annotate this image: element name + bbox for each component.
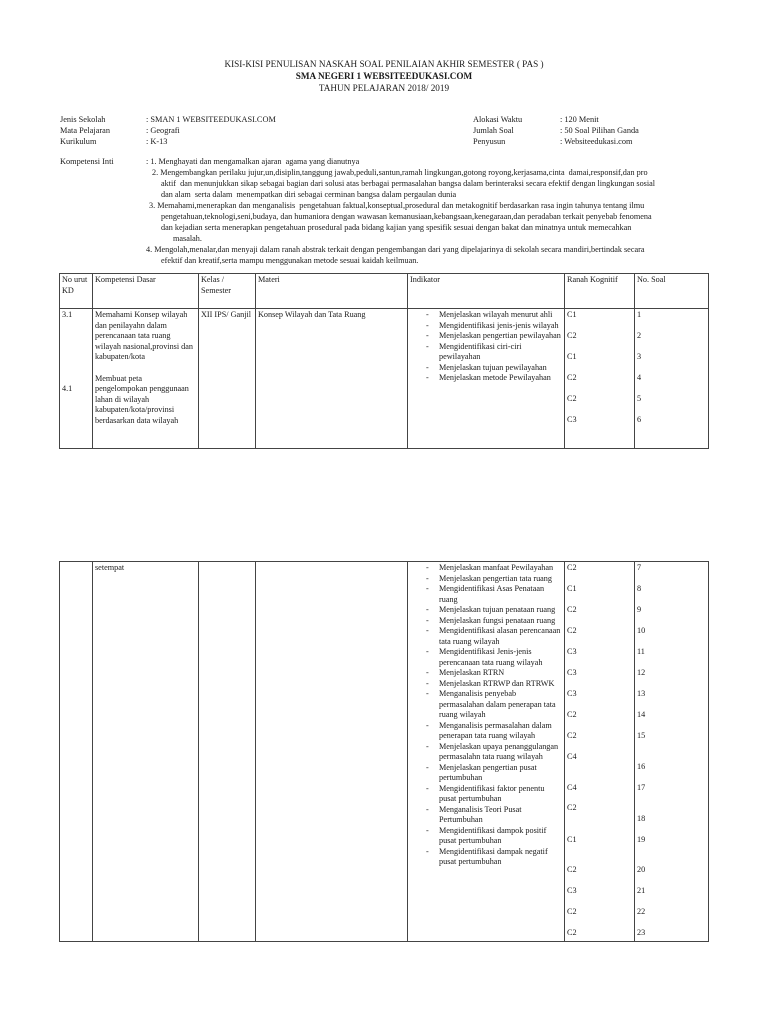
indikator-item: - Menganalisis penyebab permasalahan dalam penerapan tata ruang wilayah (410, 689, 562, 721)
ranah-value: C1 (567, 584, 577, 593)
no-soal-value: 22 (637, 907, 646, 916)
indikator-cell (408, 562, 565, 942)
kisi-kisi-table-1 (59, 273, 709, 449)
ranah-value: C2 (567, 731, 577, 740)
ranah-value: C3 (567, 689, 577, 698)
meta-value-jenis-sekolah: : SMAN 1 WEBSITEEDUKASI.COM (146, 115, 276, 124)
materi-cell (256, 562, 408, 942)
meta-value-alokasi-waktu: : 120 Menit (560, 115, 599, 124)
no-soal-value: 1 (637, 310, 642, 319)
indikator-item: - Mengidentifikasi dampak negatif pusat pertumbuhan (410, 847, 562, 868)
header-materi: Materi (256, 274, 408, 309)
ranah-value: C4 (567, 783, 577, 792)
ki-line: 4. Mengolah,menalar,dan menyaji dalam ranah abstrak terkait dengan pengembangan dari yang dipelajarinya di sekolah secara mandiri,bertindak secara (146, 245, 645, 254)
indikator-item: - Menjelaskan wilayah menurut ahli (410, 310, 562, 321)
meta-value-kurikulum: : K-13 (146, 137, 168, 146)
ranah-value: C4 (567, 752, 577, 761)
indikator-item: - Menjelaskan fungsi penataan ruang (410, 616, 562, 627)
ranah-value: C3 (567, 647, 577, 656)
ranah-value: C3 (567, 668, 577, 677)
no-soal-value: 14 (637, 710, 646, 719)
ki-line: 2. Mengembangkan perilaku jujur,un,disiplin,tanggung jawab,peduli,santun,ramah lingkungan,gotong royong,kerjasama,cinta damai,responsif,dan pro (152, 168, 648, 177)
no-kd-3-1: 3.1 (62, 310, 73, 319)
header-kelas-semester: Kelas / Semester (199, 274, 256, 309)
header-no-soal: No. Soal (635, 274, 709, 309)
indikator-item: - Mengidentifikasi Asas Penataan ruang (410, 584, 562, 605)
header-no-urut-kd: No urut KD (60, 274, 93, 309)
no-kd-cell (60, 562, 93, 942)
no-soal-value: 17 (637, 783, 646, 792)
ranah-value: C2 (567, 928, 577, 937)
kompetensi-dasar-cell: setempat (93, 562, 199, 942)
materi-cell: Konsep Wilayah dan Tata Ruang (256, 309, 408, 449)
no-soal-value: 23 (637, 928, 646, 937)
ranah-value: C1 (567, 310, 577, 319)
ki-line: masalah. (173, 234, 202, 243)
ki-line: dan kejadian serta menerapkan pengetahuan prosedural pada bidang kajian yang spesifik sesuai dengan bakat dan minatnya untuk memecahkan (161, 223, 632, 232)
indikator-item: - Mengidentifikasi Jenis-jenis perencanaan tata ruang wilayah (410, 647, 562, 668)
ki-line: pengetahuan,teknologi,seni,budaya, dan humaniora dengan wawasan kemanusiaan,kebangsaan,kenegaraan,dan peradaban terkait penyebab fenomena (161, 212, 652, 221)
indikator-item: - Menganalisis Teori Pusat Pertumbuhan (410, 805, 562, 826)
meta-label-penyusun: Penyusun (473, 137, 506, 146)
indikator-item: - Menjelaskan tujuan pewilayahan (410, 363, 562, 374)
kd-3-1-text: Memahami Konsep wilayah dan penilayahn dalam perencanaan tata ruang wilayah nasional,provinsi dan kabupaten/kota (95, 310, 194, 361)
ranah-value: C2 (567, 331, 577, 340)
no-soal-value: 13 (637, 689, 646, 698)
indikator-item: - Menjelaskan metode Pewilayahan (410, 373, 562, 384)
meta-label-kurikulum: Kurikulum (60, 137, 97, 146)
ki-line: 3. Memahami,menerapkan dan menganalisis pengetahuan faktual,konseptual,prosedural dan metakognitif berdasarkan rasa ingin tahunya tentang ilmu (149, 201, 645, 210)
table-header-row (60, 274, 709, 309)
indikator-item: - Menjelaskan RTRN (410, 668, 562, 679)
kompetensi-inti-label: Kompetensi Inti (60, 157, 114, 166)
no-soal-value: 6 (637, 415, 642, 424)
meta-label-jumlah-soal: Jumlah Soal (473, 126, 514, 135)
kd-4-1-text: Membuat peta pengelompokan penggunaan lahan di wilayah kabupaten/kota/provinsi berdasarkan data wilayah (95, 373, 189, 425)
no-soal-value: 7 (637, 563, 642, 572)
header-indikator: Indikator (408, 274, 565, 309)
ranah-value: C2 (567, 865, 577, 874)
ranah-value: C2 (567, 563, 577, 572)
kelas-semester-cell: XII IPS/ Ganjil (199, 309, 256, 449)
no-soal-value: 15 (637, 731, 646, 740)
school-name: SMA NEGERI 1 WEBSITEEDUKASI.COM (295, 71, 473, 81)
indikator-item: - Mengidentifikasi faktor penentu pusat pertumbuhan (410, 784, 562, 805)
ki-line: efektif dan kreatif,serta mampu menggunakan metode sesuai kaidah keilmuan. (161, 256, 419, 265)
header-ranah-kognitif: Ranah Kognitif (565, 274, 635, 309)
ranah-value: C3 (567, 886, 577, 895)
meta-value-penyusun: : Websiteedukasi.com (560, 137, 633, 146)
ranah-value: C2 (567, 394, 577, 403)
kelas-semester-cell (199, 562, 256, 942)
no-soal-value: 5 (637, 394, 642, 403)
no-soal-value: 21 (637, 886, 646, 895)
kompetensi-dasar-cell (93, 309, 199, 449)
no-soal-value: 11 (637, 647, 645, 656)
ranah-value: C2 (567, 803, 577, 812)
no-soal-value: 12 (637, 668, 646, 677)
meta-value-mata-pelajaran: : Geografi (146, 126, 180, 135)
no-soal-value: 8 (637, 584, 642, 593)
indikator-item: - Menganalisis permasalahan dalam penerapan tata ruang wilayah (410, 721, 562, 742)
no-soal-cell (635, 562, 709, 942)
no-soal-value: 16 (637, 762, 646, 771)
indikator-item: - Menjelaskan pengertian pewilayahan (410, 331, 562, 342)
ranah-value: C2 (567, 710, 577, 719)
no-soal-value: 4 (637, 373, 642, 382)
indikator-item: - Menjelaskan pengertian pusat pertumbuhan (410, 763, 562, 784)
indikator-item: - Mengidentifikasi alasan perencanaan tata ruang wilayah (410, 626, 562, 647)
ki-line: dan alam serta dalam menempatkan diri sebagai cerminan bangsa dalam pergaulan dunia (161, 190, 457, 199)
indikator-item: - Mengidentifikasi dampok positif pusat pertumbuhan (410, 826, 562, 847)
ranah-value: C1 (567, 835, 577, 844)
meta-label-mata-pelajaran: Mata Pelajaran (60, 126, 110, 135)
ranah-value: C2 (567, 373, 577, 382)
meta-label-jenis-sekolah: Jenis Sekolah (60, 115, 106, 124)
ranah-cell (565, 309, 635, 449)
document-title: KISI-KISI PENULISAN NASKAH SOAL PENILAIAN AKHIR SEMESTER ( PAS ) (224, 59, 544, 69)
header-kompetensi-dasar: Kompetensi Dasar (93, 274, 199, 309)
no-soal-value: 3 (637, 352, 642, 361)
indikator-item: - Menjelaskan manfaat Pewilayahan (410, 563, 562, 574)
no-kd-cell (60, 309, 93, 449)
no-soal-value: 2 (637, 331, 642, 340)
indikator-item: - Menjelaskan RTRWP dan RTRWK (410, 679, 562, 690)
meta-label-alokasi-waktu: Alokasi Waktu (473, 115, 523, 124)
no-soal-value: 18 (637, 814, 646, 823)
ranah-value: C1 (567, 352, 577, 361)
indikator-item: - Menjelaskan tujuan penataan ruang (410, 605, 562, 616)
no-soal-value: 10 (637, 626, 646, 635)
no-soal-value: 20 (637, 865, 646, 874)
ranah-value: C3 (567, 415, 577, 424)
academic-year: TAHUN PELAJARAN 2018/ 2019 (318, 83, 450, 93)
indikator-item: - Menjelaskan upaya penanggulangan permasalahn tata ruang wilayah (410, 742, 562, 763)
indikator-cell (408, 309, 565, 449)
meta-value-jumlah-soal: : 50 Soal Pilihan Ganda (560, 126, 639, 135)
ranah-value: C2 (567, 626, 577, 635)
no-kd-4-1: 4.1 (62, 384, 73, 393)
ranah-cell (565, 562, 635, 942)
no-soal-value: 9 (637, 605, 642, 614)
kisi-kisi-table-2 (59, 561, 709, 942)
ki-line: aktif dan menunjukkan sikap sebagai bagian dari solusi atas berbagai permasalahan bangsa dalam berinteraksi secara efektif dengan lingkungan sosial (161, 179, 656, 188)
no-soal-cell (635, 309, 709, 449)
ranah-value: C2 (567, 605, 577, 614)
table-row (60, 309, 709, 449)
indikator-item: - Mengidentifikasi ciri-ciri pewilayahan (410, 342, 562, 363)
table-row (60, 562, 709, 942)
ki-line: : 1. Menghayati dan mengamalkan ajaran agama yang dianutnya (146, 157, 360, 166)
indikator-item: - Mengidentifikasi jenis-jenis wilayah (410, 321, 562, 332)
ranah-value: C2 (567, 907, 577, 916)
indikator-item: - Menjelaskan pengertian tata ruang (410, 574, 562, 585)
no-soal-value: 19 (637, 835, 646, 844)
